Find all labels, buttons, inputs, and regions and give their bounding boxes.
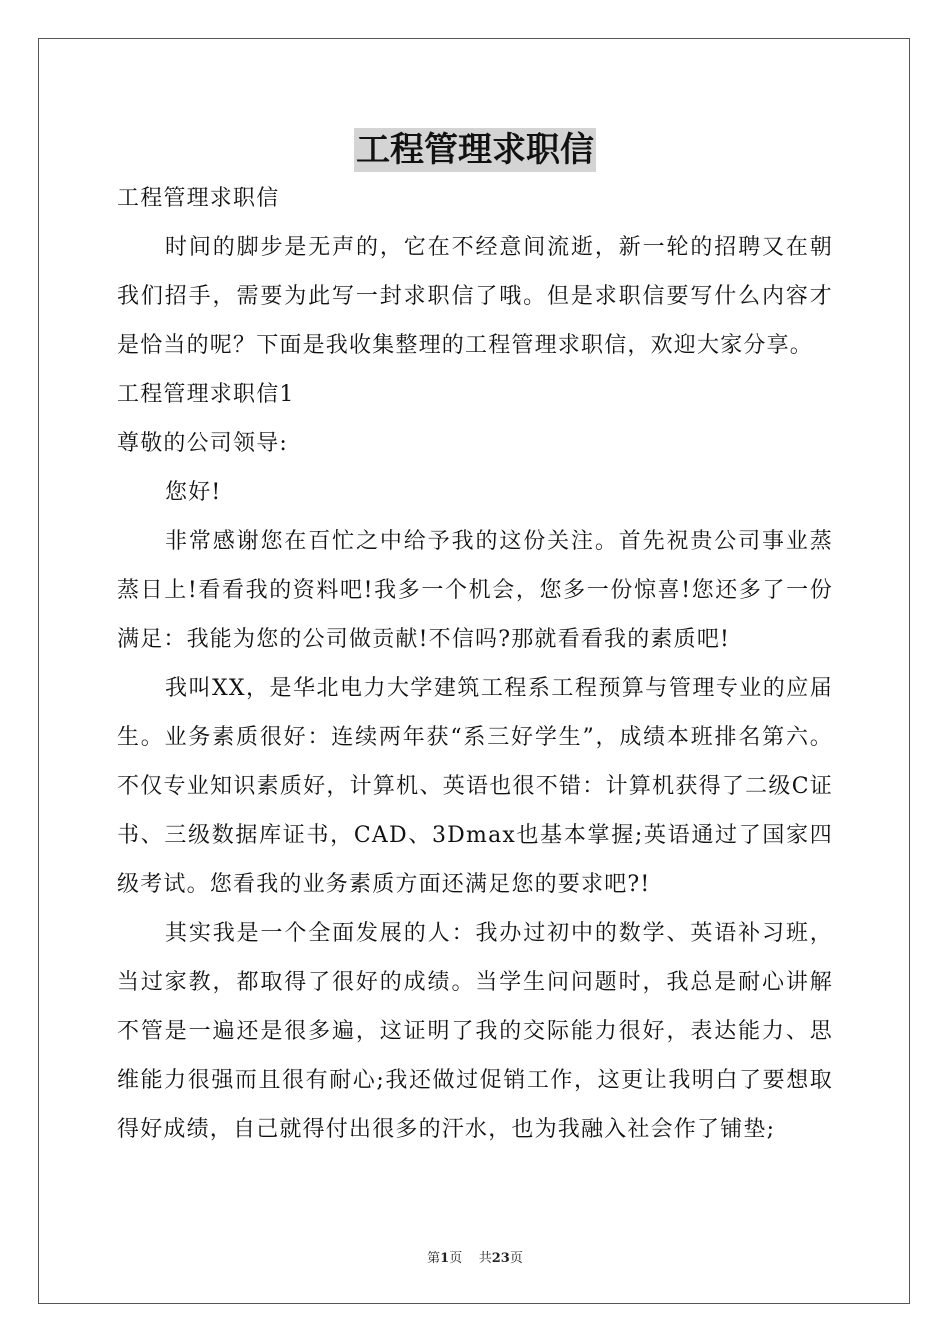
page-footer xyxy=(0,1247,950,1266)
greeting: 您好! xyxy=(165,480,222,505)
paragraph: 时间的脚步是无声的，它在不经意间流逝，新一轮的招聘又在朝我们招手，需要为此写一封求职信了哦。但是求职信要写什么内容才是恰当的呢？下面是我收集整理的工程管理求职信，欢迎大家分享。 xyxy=(117,235,833,358)
footer-total-unit: 页 xyxy=(509,1251,523,1266)
salutation: 尊敬的公司领导: xyxy=(117,431,289,456)
paragraph: 非常感谢您在百忙之中给予我的这份关注。首先祝贵公司事业蒸蒸日上!看看我的资料吧!我多一个机会，您多一份惊喜!您还多了一份满足：我能为您的公司做贡献!不信吗?那就看看我的素质吧! xyxy=(117,529,833,652)
footer-current-page: 1 xyxy=(440,1251,450,1266)
paragraph: 我叫XX，是华北电力大学建筑工程系工程预算与管理专业的应届生。业务素质很好：连续两年获“系三好学生”，成绩本班排名第六。不仅专业知识素质好，计算机、英语也很不错：计算机获得了二级C证书、三级数据库证书，CAD、3Dmax也基本掌握;英语通过了国家四级考试。您看我的业务素质方面还满足您的要求吧?! xyxy=(117,676,833,897)
paragraph: 其实我是一个全面发展的人：我办过初中的数学、英语补习班，当过家教，都取得了很好的成绩。当学生问问题时，我总是耐心讲解不管是一遍还是很多遍，这证明了我的交际能力很好，表达能力、思维能力很强而且很有耐心;我还做过促销工作，这更让我明白了要想取得好成绩，自己就得付出很多的汗水，也为我融入社会作了铺垫; xyxy=(117,921,833,1142)
document-title-container xyxy=(0,128,950,172)
footer-total-prefix: 共 xyxy=(478,1251,492,1266)
section-heading: 工程管理求职信1 xyxy=(117,382,295,407)
footer-page-unit: 页 xyxy=(449,1251,463,1266)
paragraph: 工程管理求职信 xyxy=(117,186,280,211)
footer-prefix: 第 xyxy=(427,1251,441,1266)
document-title: 工程管理求职信 xyxy=(356,130,594,170)
footer-total-pages: 23 xyxy=(491,1251,510,1266)
document-body xyxy=(117,174,833,1154)
